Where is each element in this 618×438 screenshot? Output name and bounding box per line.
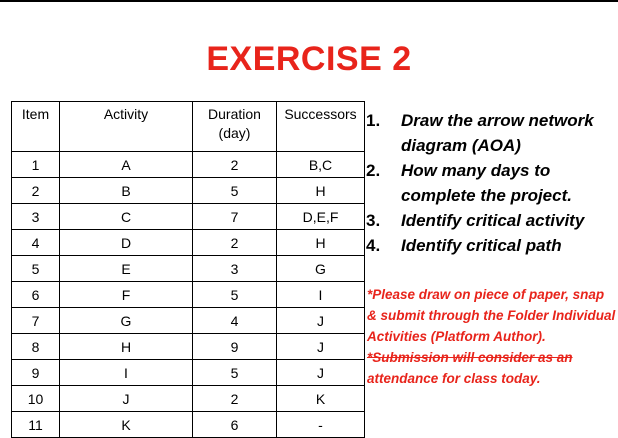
cell-item: 1 [12,152,60,178]
table-row [12,412,365,438]
cell-item: 10 [12,386,60,412]
cell-item: 9 [12,360,60,386]
cell-duration: 5 [193,282,277,308]
question-text: Draw the arrow network diagram (AOA) [401,111,594,155]
table-row [12,360,365,386]
header-item: Item [12,102,60,152]
table-row [12,256,365,282]
cell-successors: K [277,386,365,412]
table-row [12,178,365,204]
cell-item: 5 [12,256,60,282]
question-text: Identify critical path [401,236,562,255]
question-number: 1. [366,111,381,130]
cell-successors: J [277,308,365,334]
header-activity: Activity [60,102,193,152]
question-list [366,108,616,258]
question-number: 3. [366,211,381,230]
question-number: 2. [366,161,381,180]
question-item [366,158,616,208]
cell-duration: 2 [193,386,277,412]
question-item [366,108,616,158]
cell-successors: - [277,412,365,438]
cell-activity: B [60,178,193,204]
cell-duration: 2 [193,230,277,256]
cell-successors: D,E,F [277,204,365,230]
cell-activity: C [60,204,193,230]
cell-activity: A [60,152,193,178]
cell-activity: E [60,256,193,282]
table-row [12,334,365,360]
cell-duration: 2 [193,152,277,178]
header-successors: Successors [277,102,365,152]
table-row [12,282,365,308]
note-instruction: *Please draw on piece of paper, snap & submit through the Folder Individual Activities (Platform Author). [367,287,616,344]
cell-activity: H [60,334,193,360]
cell-successors: G [277,256,365,282]
cell-successors: I [277,282,365,308]
table-row [12,230,365,256]
cell-duration: 5 [193,178,277,204]
cell-item: 7 [12,308,60,334]
question-number: 4. [366,236,381,255]
question-item [366,208,616,233]
cell-successors: H [277,230,365,256]
cell-duration: 4 [193,308,277,334]
cell-activity: I [60,360,193,386]
table-row [12,386,365,412]
cell-activity: F [60,282,193,308]
cell-item: 2 [12,178,60,204]
table-row [12,308,365,334]
cell-item: 4 [12,230,60,256]
cell-successors: B,C [277,152,365,178]
note-attendance: attendance for class today. [367,371,541,386]
question-text: How many days to complete the project. [401,161,572,205]
cell-successors: H [277,178,365,204]
cell-duration: 5 [193,360,277,386]
cell-successors: J [277,360,365,386]
question-text: Identify critical activity [401,211,585,230]
cell-activity: D [60,230,193,256]
table-header-row [12,102,365,152]
table-row [12,204,365,230]
question-item [366,233,616,258]
submission-note [367,284,617,389]
cell-duration: 6 [193,412,277,438]
table-body [12,152,365,438]
note-struck-text: *Submission will consider as an [367,350,573,365]
table-row [12,152,365,178]
cell-duration: 9 [193,334,277,360]
header-duration: Duration (day) [193,102,277,152]
top-border-line [0,0,618,2]
page-title: EXERCISE 2 [206,40,412,78]
cell-duration: 3 [193,256,277,282]
cell-item: 8 [12,334,60,360]
cell-item: 3 [12,204,60,230]
cell-activity: J [60,386,193,412]
cell-duration: 7 [193,204,277,230]
cell-successors: J [277,334,365,360]
cell-item: 6 [12,282,60,308]
cell-item: 11 [12,412,60,438]
cell-activity: G [60,308,193,334]
cell-activity: K [60,412,193,438]
activity-table [11,101,365,438]
